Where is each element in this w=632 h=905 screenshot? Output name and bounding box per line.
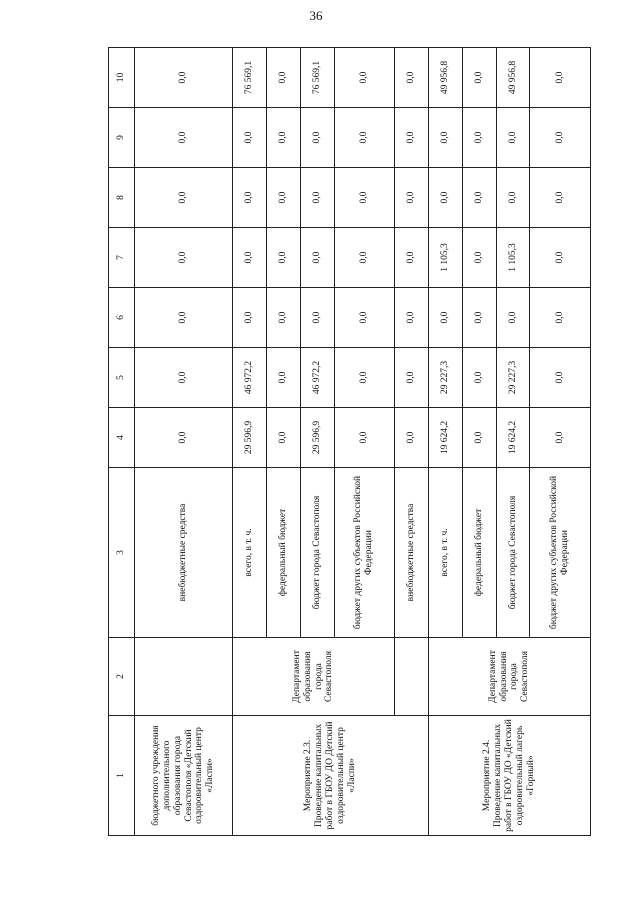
value-cell: 0,0 xyxy=(300,288,334,348)
value-cell: 0,0 xyxy=(135,348,233,408)
executor-cell xyxy=(395,638,429,716)
col-number: 3 xyxy=(109,468,135,638)
col-number: 10 xyxy=(109,48,135,108)
value-cell: 0,0 xyxy=(428,108,462,168)
financing-table xyxy=(108,47,591,836)
measure-name: Мероприятие 2.4. Проведение капитальных работ в ГБОУ ДО «Детский оздоровительный лагерь «Горный» xyxy=(428,716,590,836)
funding-source: бюджет других субъектов Российской Федерации xyxy=(530,468,591,638)
funding-source: бюджет города Севастополя xyxy=(496,468,530,638)
value-cell: 0,0 xyxy=(266,108,300,168)
value-cell: 0,0 xyxy=(334,348,394,408)
col-number: 6 xyxy=(109,288,135,348)
value-cell: 0,0 xyxy=(395,408,429,468)
value-cell: 0,0 xyxy=(496,108,530,168)
value-cell: 0,0 xyxy=(266,228,300,288)
measure-name: Мероприятие 2.3. Проведение капитальных работ в ГБОУ ДО Детский оздоровительный центр «Ласпи» xyxy=(233,716,429,836)
table-row xyxy=(233,48,267,836)
value-cell: 0,0 xyxy=(462,168,496,228)
value-cell: 0,0 xyxy=(135,408,233,468)
value-cell: 0,0 xyxy=(334,288,394,348)
value-cell: 0,0 xyxy=(530,348,591,408)
value-cell: 0,0 xyxy=(462,48,496,108)
value-cell: 76 569,1 xyxy=(300,48,334,108)
value-cell: 46 972,2 xyxy=(300,348,334,408)
table-row xyxy=(428,48,462,836)
value-cell: 0,0 xyxy=(496,168,530,228)
value-cell: 1 105,3 xyxy=(496,228,530,288)
funding-source: всего, в т. ч. xyxy=(233,468,267,638)
value-cell: 0,0 xyxy=(334,228,394,288)
funding-source: бюджет города Севастополя xyxy=(300,468,334,638)
value-cell: 0,0 xyxy=(462,348,496,408)
value-cell: 0,0 xyxy=(266,348,300,408)
measure-name: бюджетного учреждения дополнительного образования города Севастополя «Детский оздоровительный центр «Ласпи» xyxy=(135,716,233,836)
value-cell: 0,0 xyxy=(135,168,233,228)
funding-source: всего, в т. ч. xyxy=(428,468,462,638)
executor-cell xyxy=(135,638,233,716)
value-cell: 0,0 xyxy=(530,168,591,228)
col-number: 9 xyxy=(109,108,135,168)
value-cell: 0,0 xyxy=(233,108,267,168)
value-cell: 46 972,2 xyxy=(233,348,267,408)
value-cell: 0,0 xyxy=(530,48,591,108)
col-number: 2 xyxy=(109,638,135,716)
funding-source: федеральный бюджет xyxy=(462,468,496,638)
value-cell: 0,0 xyxy=(233,228,267,288)
value-cell: 29 596,9 xyxy=(233,408,267,468)
value-cell: 0,0 xyxy=(266,288,300,348)
rotated-table-container xyxy=(108,48,591,836)
value-cell: 0,0 xyxy=(300,168,334,228)
col-number: 4 xyxy=(109,408,135,468)
value-cell: 0,0 xyxy=(334,108,394,168)
value-cell: 29 227,3 xyxy=(496,348,530,408)
funding-source: внебюджетные средства xyxy=(395,468,429,638)
value-cell: 0,0 xyxy=(462,108,496,168)
value-cell: 0,0 xyxy=(530,108,591,168)
value-cell: 49 956,8 xyxy=(496,48,530,108)
value-cell: 0,0 xyxy=(395,168,429,228)
value-cell: 0,0 xyxy=(428,288,462,348)
value-cell: 0,0 xyxy=(530,288,591,348)
value-cell: 0,0 xyxy=(266,168,300,228)
value-cell: 0,0 xyxy=(395,228,429,288)
value-cell: 0,0 xyxy=(135,288,233,348)
value-cell: 0,0 xyxy=(530,408,591,468)
value-cell: 1 105,3 xyxy=(428,228,462,288)
value-cell: 0,0 xyxy=(530,228,591,288)
value-cell: 0,0 xyxy=(462,408,496,468)
value-cell: 0,0 xyxy=(395,348,429,408)
value-cell: 0,0 xyxy=(395,108,429,168)
value-cell: 0,0 xyxy=(334,408,394,468)
value-cell: 0,0 xyxy=(233,288,267,348)
value-cell: 49 956,8 xyxy=(428,48,462,108)
value-cell: 76 569,1 xyxy=(233,48,267,108)
value-cell: 19 624,2 xyxy=(496,408,530,468)
value-cell: 0,0 xyxy=(462,228,496,288)
value-cell: 0,0 xyxy=(334,48,394,108)
table-row xyxy=(135,48,233,836)
value-cell: 0,0 xyxy=(395,48,429,108)
funding-source: внебюджетные средства xyxy=(135,468,233,638)
funding-source: бюджет других субъектов Российской Федерации xyxy=(334,468,394,638)
value-cell: 29 227,3 xyxy=(428,348,462,408)
value-cell: 0,0 xyxy=(428,168,462,228)
value-cell: 0,0 xyxy=(496,288,530,348)
value-cell: 0,0 xyxy=(334,168,394,228)
value-cell: 0,0 xyxy=(135,108,233,168)
value-cell: 0,0 xyxy=(135,48,233,108)
col-number: 1 xyxy=(109,716,135,836)
page-number: 36 xyxy=(309,8,323,23)
value-cell: 0,0 xyxy=(233,168,267,228)
value-cell: 0,0 xyxy=(135,228,233,288)
executor-name: Департамент образования города Севастополя xyxy=(428,638,590,716)
col-number: 8 xyxy=(109,168,135,228)
col-number: 7 xyxy=(109,228,135,288)
column-number-row xyxy=(109,48,135,836)
value-cell: 0,0 xyxy=(300,228,334,288)
value-cell: 29 596,9 xyxy=(300,408,334,468)
col-number: 5 xyxy=(109,348,135,408)
funding-source: федеральный бюджет xyxy=(266,468,300,638)
value-cell: 0,0 xyxy=(266,408,300,468)
value-cell: 19 624,2 xyxy=(428,408,462,468)
value-cell: 0,0 xyxy=(300,108,334,168)
executor-name: Департамент образования города Севастополя xyxy=(233,638,395,716)
value-cell: 0,0 xyxy=(462,288,496,348)
value-cell: 0,0 xyxy=(266,48,300,108)
value-cell: 0,0 xyxy=(395,288,429,348)
